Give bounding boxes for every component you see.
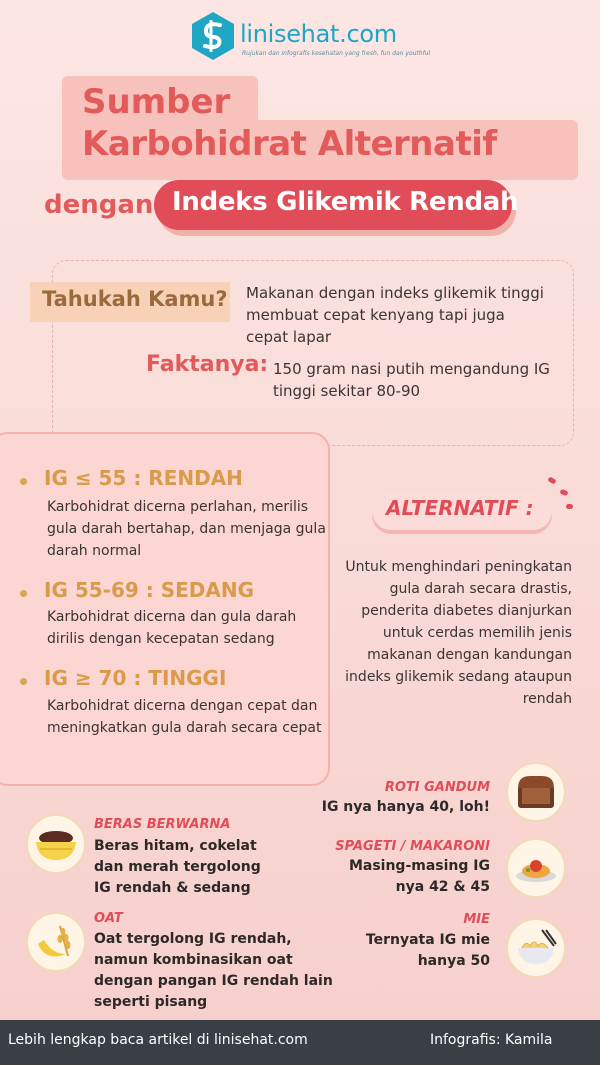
title-line-1: Sumber: [82, 82, 231, 122]
food-name-mie: MIE: [463, 912, 490, 927]
alternatif-text: Untuk menghindari peningkatan gula darah secara drastis, penderita diabetes dianjurkan untuk cerdas memilih jenis makanan dengan kandungan indeks glikemik sedang ataupun rendah: [345, 559, 572, 707]
food-desc-beras-berwarna: Beras hitam, cokelat dan merah tergolong IG rendah & sedang: [94, 838, 261, 896]
food-desc-oat: Oat tergolong IG rendah, namun kombinasikan oat dengan pangan IG rendah lain seperti pisang: [94, 931, 333, 1010]
footer-credit: Infografis: Kamila: [430, 1032, 553, 1048]
bullet-dot-icon: [20, 590, 27, 597]
food-desc-mie: Ternyata IG mie hanya 50: [365, 932, 490, 969]
title-line-2: Karbohidrat Alternatif: [82, 124, 497, 164]
brand-tagline: Rujukan dan infografis kesehatan yang fresh, fun dan youthful: [242, 50, 431, 57]
spaghetti-icon: [506, 838, 566, 898]
alternatif-label: ALTERNATIF :: [386, 496, 534, 520]
bread-icon: [506, 762, 566, 822]
sparkle-icon: [566, 504, 573, 509]
sparkle-icon: [559, 489, 568, 496]
brand-header: [188, 10, 431, 66]
title-highlight: Indeks Glikemik Rendah: [172, 187, 519, 217]
ig-level-heading: IG ≥ 70 : TINGGI: [44, 666, 227, 690]
ig-level-heading: IG 55-69 : SEDANG: [44, 578, 255, 602]
ig-level-description: Karbohidrat dicerna dan gula darah dirilis dengan kecepatan sedang: [47, 609, 297, 647]
food-name-oat: OAT: [94, 911, 123, 926]
linisehat-logo-icon: [188, 10, 238, 60]
food-name-beras-berwarna: BERAS BERWARNA: [94, 817, 231, 832]
ig-level-heading: IG ≤ 55 : RENDAH: [44, 466, 243, 490]
rice-bowl-icon: [26, 814, 86, 874]
title-line-3-prefix: dengan: [44, 190, 154, 220]
ig-level-description: Karbohidrat dicerna perlahan, merilis gula darah bertahap, dan menjaga gula darah normal: [47, 499, 326, 559]
brand-name: linisehat.com: [240, 20, 397, 48]
bullet-dot-icon: [20, 678, 27, 685]
food-name-roti-gandum: ROTI GANDUM: [384, 780, 490, 795]
question-label: Tahukah Kamu?: [42, 287, 228, 311]
footer-article-link[interactable]: Lebih lengkap baca artikel di linisehat.com: [8, 1032, 308, 1048]
noodle-bowl-icon: [506, 918, 566, 978]
sparkle-icon: [547, 476, 556, 484]
bullet-dot-icon: [20, 478, 27, 485]
food-desc-roti-gandum: IG nya hanya 40, loh!: [321, 799, 490, 815]
food-desc-spageti: Masing-masing IG nya 42 & 45: [348, 858, 490, 895]
ig-level-description: Karbohidrat dicerna dengan cepat dan meningkatkan gula darah secara cepat: [47, 698, 322, 736]
fact-text: 150 gram nasi putih mengandung IG tinggi sekitar 80-90: [273, 360, 550, 400]
oat-banana-icon: [26, 912, 86, 972]
question-text: Makanan dengan indeks glikemik tinggi membuat cepat kenyang tapi juga cepat lapar: [246, 284, 544, 346]
food-name-spageti: SPAGETI / MAKARONI: [335, 839, 490, 854]
fact-label: Faktanya:: [146, 352, 269, 377]
